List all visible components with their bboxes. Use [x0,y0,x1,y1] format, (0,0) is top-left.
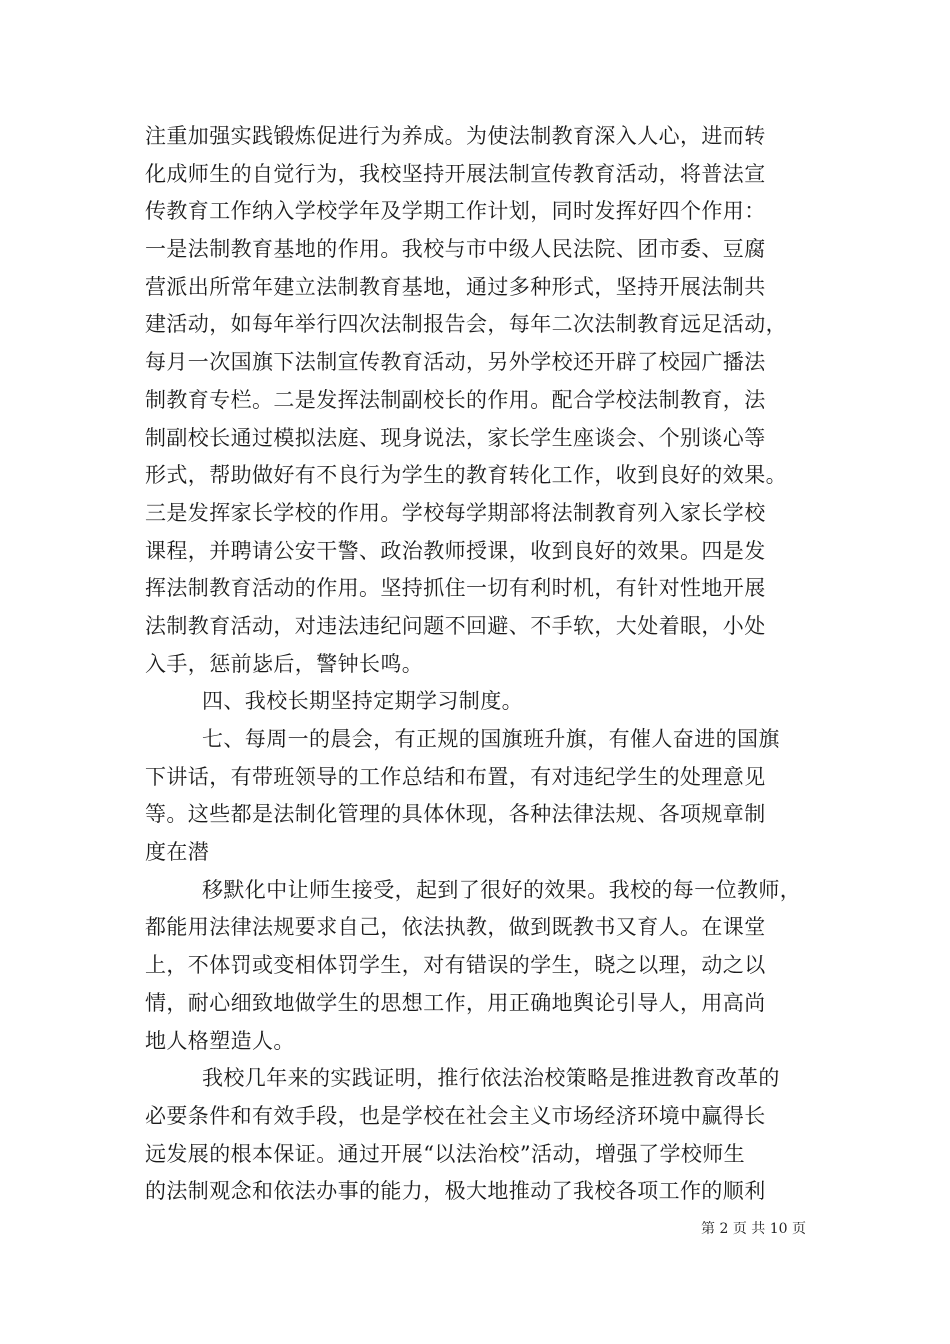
text-line: 地人格塑造人。 [145,1028,295,1053]
text-line: 必要条件和有效手段，也是学校在社会主义市场经济环境中赢得长 [145,1103,766,1128]
text-line: 远发展的根本保证。通过开展“以法治校”活动，增强了学校师生 [145,1141,746,1166]
text-line: 都能用法律法规要求自己，依法执教，做到既教书又育人。在课堂 [145,915,766,940]
document-body [145,118,810,1211]
page-number-footer: 第 2 页 共 10 页 [701,1221,806,1237]
text-line: 七、每周一的晨会，有正规的国旗班升旗，有催人奋进的国旗 [202,727,780,751]
text-line: 注重加强实践锻炼促进行为养成。为使法制教育深入人心，进而转 [145,124,766,148]
text-line: 的法制观念和依法办事的能力，极大地推动了我校各项工作的顺利 [145,1179,766,1204]
text-line: 上，不体罚或变相体罚学生，对有错误的学生，晓之以理，动之以 [145,953,766,978]
text-line: 度在潜 [145,840,210,865]
text-line: 四、我校长期坚持定期学习制度。 [202,689,523,714]
text-line: 传教育工作纳入学校学年及学期工作计划，同时发挥好四个作用： [145,199,766,224]
text-line: 移默化中让师生接受，起到了很好的效果。我校的每一位教师， [202,877,802,902]
text-line: 课程，并聘请公安干警、政治教师授课，收到良好的效果。四是发 [145,538,766,563]
text-line: 每月一次国旗下法制宣传教育活动，另外学校还开辟了校园广播法 [145,350,766,375]
text-line: 法制教育活动，对违法违纪问题不回避、不手软，大处着眼，小处 [145,613,766,638]
text-line: 制教育专栏。二是发挥法制副校长的作用。配合学校法制教育，法 [145,387,766,412]
text-line: 建活动，如每年举行四次法制报告会，每年二次法制教育远足活动， [145,312,787,337]
text-line: 制副校长通过模拟法庭、现身说法，家长学生座谈会、个别谈心等 [145,425,766,450]
text-line: 入手，惩前毖后，警钟长鸣。 [145,651,424,676]
text-line: 化成师生的自觉行为，我校坚持开展法制宣传教育活动，将普法宣 [145,161,766,186]
text-line: 三是发挥家长学校的作用。学校每学期部将法制教育列入家长学校 [145,500,766,525]
text-line: 一是法制教育基地的作用。我校与市中级人民法院、团市委、豆腐 [145,237,766,262]
text-line: 挥法制教育活动的作用。坚持抓住一切有利时机，有针对性地开展 [145,576,766,601]
text-line: 情，耐心细致地做学生的思想工作，用正确地舆论引导人，用高尚 [145,990,766,1015]
text-line: 等。这些都是法制化管理的具体休现，各种法律法规、各项规章制 [145,802,766,827]
text-line: 形式，帮助做好有不良行为学生的教育转化工作，收到良好的效果。 [145,463,787,488]
text-line: 下讲话，有带班领导的工作总结和布置，有对违纪学生的处理意见 [145,764,766,789]
text-line: 营派出所常年建立法制教育基地，通过多种形式，坚持开展法制共 [145,274,766,299]
text-line: 我校几年来的实践证明，推行依法治校策略是推进教育改革的 [202,1066,780,1091]
